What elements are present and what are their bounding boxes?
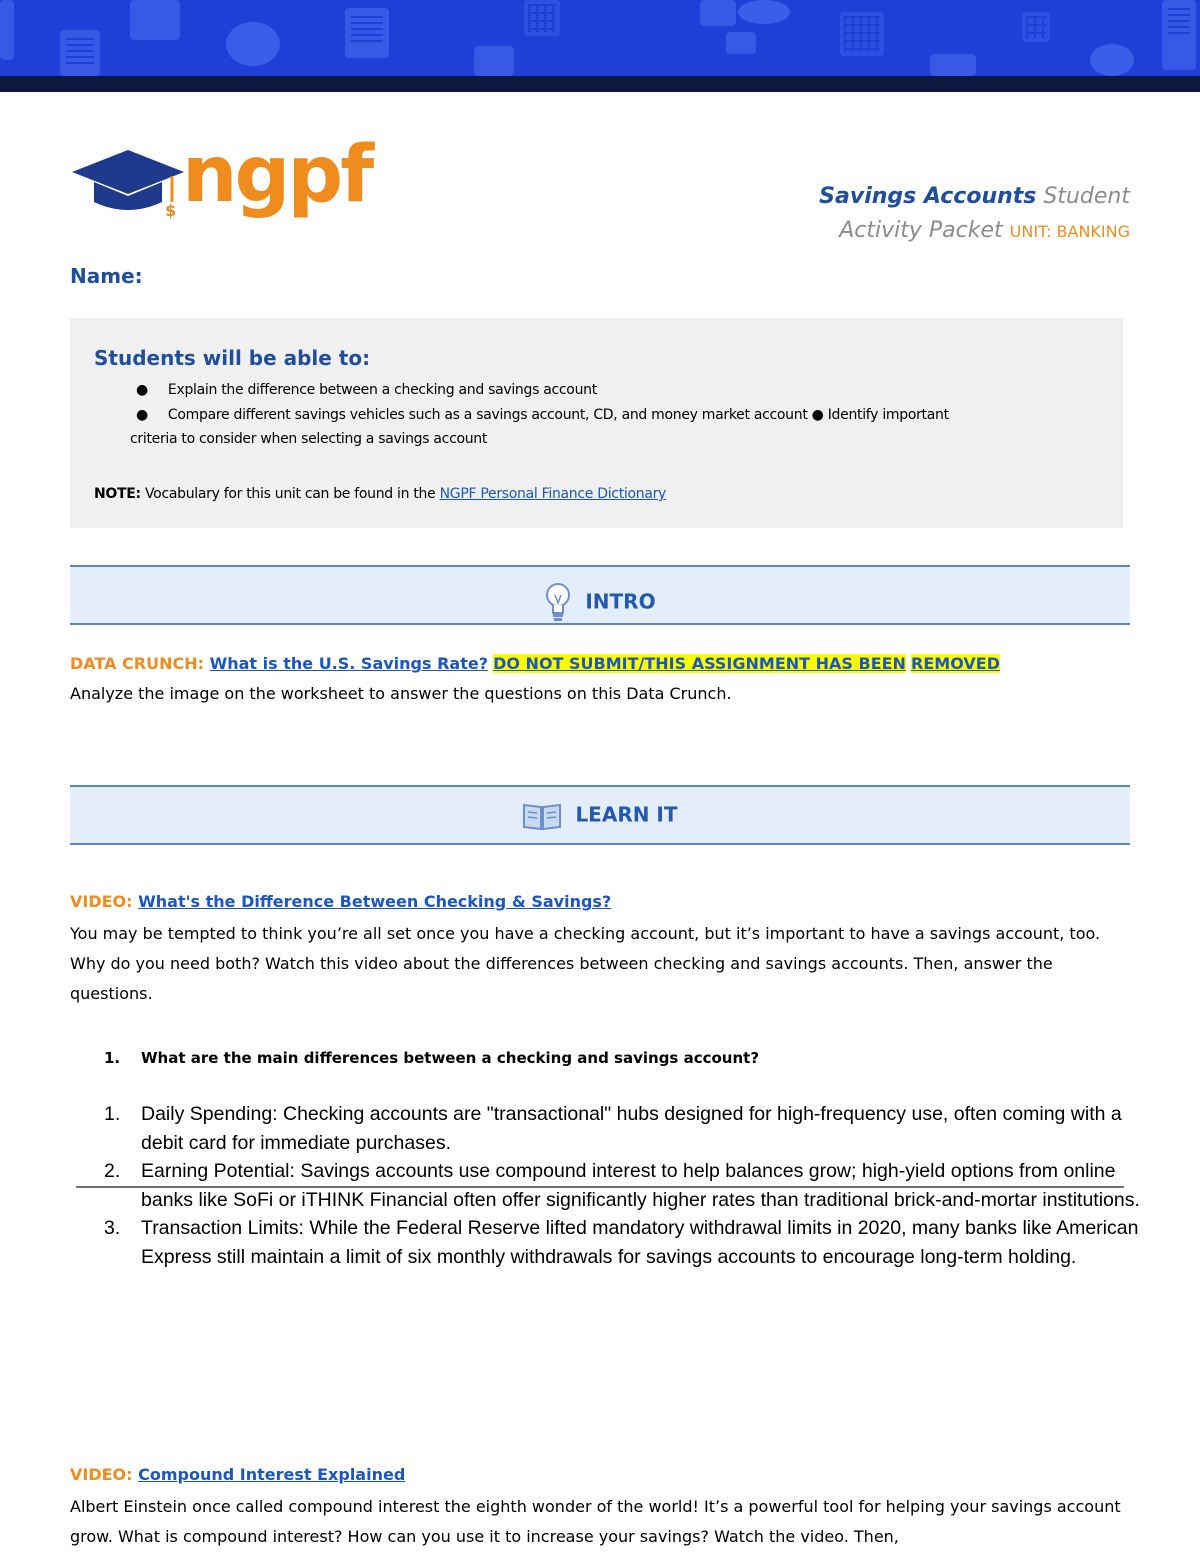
answer-item (104, 1214, 1144, 1271)
question-text: What are the main differences between a checking and savings account? (141, 1049, 760, 1067)
document-icon (345, 8, 389, 58)
video2-description: Albert Einstein once called compound interest the eighth wonder of the world! It’s a powerful tool for helping your savings account grow. What is compound interest? How can you use it to increase your savings? Watch the video. Then, (70, 1497, 1121, 1546)
document-icon (60, 30, 100, 76)
folder-icon (700, 0, 736, 26)
calculator-icon (840, 12, 884, 56)
intro-heading: INTRO (585, 589, 656, 614)
data-crunch-instructions: Analyze the image on the worksheet to answer the questions on this Data Crunch. (70, 684, 732, 703)
objective-text: Compare different savings vehicles such as a savings account, CD, and money market account ● Identify important (167, 407, 949, 423)
name-field-label: Name: (70, 264, 143, 288)
note-label: NOTE: (94, 486, 141, 502)
answer-number: 1. (104, 1103, 121, 1125)
data-crunch-link[interactable]: What is the U.S. Savings Rate? (209, 654, 488, 673)
folder-icon (130, 0, 180, 40)
title-line-2 (819, 214, 1130, 249)
video1-label: VIDEO: (70, 892, 139, 911)
objectives-title: Students will be able to: (94, 346, 371, 370)
book-icon (522, 801, 562, 831)
objective-text: Explain the difference between a checking and savings account (167, 382, 597, 398)
removed-notice-end: REMOVED (911, 654, 1000, 673)
learn-it-section-header (70, 785, 1130, 845)
answer-text: Earning Potential: Savings accounts use compound interest to help balances grow; high-yield options from online banks like SoFi or iTHINK Financial often offer significantly higher rates than traditional brick-and-mortar institutions. (141, 1160, 1140, 1211)
lightbulb-icon (544, 581, 572, 625)
calculator-icon (524, 0, 560, 36)
objective-item (136, 382, 597, 398)
logo-wordmark: ngpf (182, 130, 372, 220)
bullet-icon: ● (136, 407, 148, 423)
banner-stripe (0, 76, 1200, 92)
title-student: Student (1036, 184, 1130, 209)
answer-text: Daily Spending: Checking accounts are "transactional" hubs designed for high-frequency use, often coming with a debit card for immediate purchases. (141, 1103, 1122, 1154)
title-topic: Savings Accounts (819, 184, 1037, 209)
video2-label: VIDEO: (70, 1465, 139, 1484)
answer-divider-line (76, 1186, 1124, 1188)
video2-title-line (70, 1465, 405, 1484)
answer-number: 3. (104, 1217, 121, 1239)
data-crunch-line (70, 654, 1000, 673)
video1-title-line (70, 892, 611, 911)
calculator-icon (1022, 12, 1050, 42)
learning-objectives-box (70, 318, 1123, 528)
piggy-bank-icon (738, 0, 790, 24)
piggy-bank-icon (1090, 44, 1134, 76)
objective-text-continued: criteria to consider when selecting a savings account (130, 431, 488, 447)
vocabulary-note (94, 486, 666, 502)
learn-it-heading: LEARN IT (575, 802, 678, 827)
answer-item (104, 1100, 1144, 1157)
folder-icon (930, 54, 976, 76)
folder-icon (726, 32, 756, 54)
graduation-cap-icon (72, 150, 184, 220)
video2-link[interactable]: Compound Interest Explained (138, 1465, 406, 1484)
svg-text:$: $ (165, 201, 177, 220)
note-text: Vocabulary for this unit can be found in the (140, 486, 440, 502)
folder-icon (474, 46, 514, 76)
question-number: 1. (104, 1049, 121, 1067)
dictionary-link[interactable]: NGPF Personal Finance Dictionary (439, 486, 667, 502)
answer-text: Transaction Limits: While the Federal Reserve lifted mandatory withdrawal limits in 2020, many banks like American Express still maintain a limit of six monthly withdrawals for savings accounts to encourage long-term holding. (141, 1217, 1139, 1268)
data-crunch-label: DATA CRUNCH: (70, 654, 210, 673)
header-banner (0, 0, 1200, 92)
ngpf-logo (72, 130, 372, 224)
unit-label: UNIT: BANKING (1009, 222, 1130, 241)
removed-notice: DO NOT SUBMIT/THIS ASSIGNMENT HAS BEEN (493, 654, 906, 673)
title-line-1 (819, 180, 1130, 214)
document-icon (1162, 0, 1196, 70)
document-icon (0, 0, 14, 60)
answer-number: 2. (104, 1160, 121, 1182)
intro-section-header (70, 565, 1130, 625)
objective-item (136, 407, 949, 423)
piggy-bank-icon (226, 22, 280, 66)
title-packet: Activity Packet (839, 218, 1003, 243)
document-title (819, 180, 1130, 249)
video1-description: You may be tempted to think you’re all set once you have a checking account, but it’s important to have a savings account, too. Why do you need both? Watch this video about the differences between checking and savings accounts. Then, answer the questions. (70, 924, 1101, 1003)
bullet-icon: ● (136, 382, 148, 398)
video1-link[interactable]: What's the Difference Between Checking & Savings? (138, 892, 612, 911)
